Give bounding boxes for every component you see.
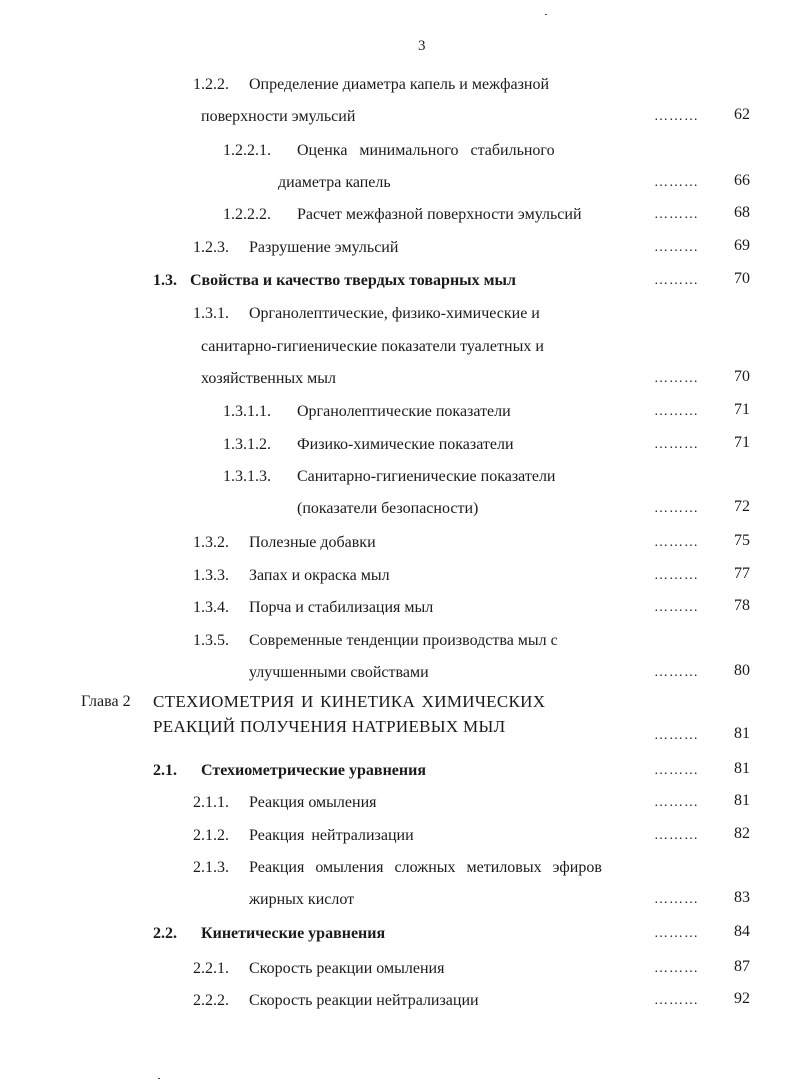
toc-number: 2.2.2. — [193, 992, 229, 1009]
page-number: 3 — [418, 38, 426, 54]
toc-leader: ……… — [654, 437, 699, 452]
toc-leader: ……… — [654, 273, 699, 288]
toc-chapter-number: Глава 2 — [81, 693, 131, 710]
toc-title-line: Стехиометрические уравнения — [201, 762, 426, 779]
toc-title-line: Скорость реакции нейтрализации — [249, 992, 479, 1009]
toc-page: 87 — [734, 958, 750, 975]
toc-number: 1.2.2. — [193, 76, 229, 93]
toc-title-line: Кинетические уравнения — [201, 925, 386, 942]
toc-page: 80 — [734, 662, 750, 679]
toc-page: 71 — [734, 401, 750, 418]
toc-page: 69 — [734, 237, 750, 254]
toc-page: 81 — [734, 792, 750, 809]
toc-page: 75 — [734, 532, 750, 549]
toc-title-line: Органолептические показатели — [297, 403, 511, 420]
toc-page: 70 — [734, 270, 750, 287]
toc-title-line: Расчет межфазной поверхности эмульсий — [297, 206, 582, 223]
toc-leader: ……… — [654, 892, 699, 907]
toc-leader: ……… — [654, 404, 699, 419]
toc-title-line: Порча и стабилизация мыл — [249, 599, 434, 616]
toc-number: 1.3. — [153, 272, 177, 289]
toc-number: 1.2.3. — [193, 239, 229, 256]
toc-number: 1.3.4. — [193, 599, 229, 616]
toc-number: 2.1.3. — [193, 859, 229, 876]
toc-number: 1.3.1.1. — [223, 403, 271, 420]
toc-title-line: Полезные добавки — [249, 534, 376, 551]
toc-page: 68 — [734, 204, 750, 221]
scan-speck — [158, 1078, 160, 1079]
toc-page: 70 — [734, 368, 750, 385]
toc-title-line: Органолептические, физико-химические и — [249, 305, 540, 322]
toc-number: 1.3.1.3. — [223, 468, 271, 485]
toc-title-line: Свойства и качество твердых товарных мыл — [190, 272, 517, 289]
toc-title-line: Запах и окраска мыл — [249, 567, 390, 584]
toc-page: 72 — [734, 498, 750, 515]
toc-leader: ……… — [654, 535, 699, 550]
toc-title-line: Реакция нейтрализации — [249, 827, 414, 844]
toc-leader: ……… — [654, 795, 699, 810]
toc-leader: ……… — [654, 371, 699, 386]
toc-number: 1.2.2.2. — [223, 206, 271, 223]
toc-page: 71 — [734, 434, 750, 451]
toc-leader: ……… — [654, 993, 699, 1008]
toc-title-line: Скорость реакции омыления — [249, 960, 445, 977]
toc-number: 2.1.1. — [193, 794, 229, 811]
toc-title-line: Санитарно-гигиенические показатели — [297, 468, 556, 485]
toc-leader: ……… — [654, 109, 699, 124]
toc-title-line: жирных кислот — [249, 891, 355, 908]
toc-title-line: Оценка минимального стабильного — [297, 142, 555, 159]
toc-title-line: Определение диаметра капель и межфазной — [249, 76, 550, 93]
toc-number: 1.3.2. — [193, 534, 229, 551]
toc-title-line: Реакция омыления — [249, 794, 377, 811]
toc-leader: ……… — [654, 828, 699, 843]
toc-number: 2.2. — [153, 925, 177, 942]
toc-title-line: санитарно-гигиенические показатели туалетных и — [201, 338, 544, 355]
toc-leader: ……… — [654, 240, 699, 255]
scan-speck — [545, 14, 547, 15]
toc-number: 1.3.1.2. — [223, 436, 271, 453]
toc-number: 1.3.1. — [193, 305, 229, 322]
toc-title-line: Реакция омыления сложных метиловых эфиров — [249, 859, 602, 876]
toc-title-line: хозяйственных мыл — [201, 370, 337, 387]
toc-leader: ……… — [654, 600, 699, 615]
toc-title-line: улучшенными свойствами — [249, 664, 429, 681]
toc-page: 92 — [734, 990, 750, 1007]
toc-title-line: Разрушение эмульсий — [249, 239, 399, 256]
toc-title-line: Физико-химические показатели — [297, 436, 514, 453]
toc-page: 84 — [734, 923, 750, 940]
toc-leader: ……… — [654, 728, 699, 743]
toc-chapter-title-line: РЕАКЦИЙ ПОЛУЧЕНИЯ НАТРИЕВЫХ МЫЛ — [153, 717, 506, 736]
toc-number: 1.3.5. — [193, 632, 229, 649]
toc-page: 62 — [734, 106, 750, 123]
toc-page: 83 — [734, 889, 750, 906]
toc-leader: ……… — [654, 926, 699, 941]
toc-number: 1.3.3. — [193, 567, 229, 584]
toc-leader: ……… — [654, 665, 699, 680]
toc-leader: ……… — [654, 763, 699, 778]
toc-title-line: поверхности эмульсий — [201, 108, 356, 125]
toc-page: 77 — [734, 565, 750, 582]
toc-number: 2.2.1. — [193, 960, 229, 977]
toc-page: 66 — [734, 172, 750, 189]
toc-leader: ……… — [654, 961, 699, 976]
toc-title-line: (показатели безопасности) — [297, 500, 479, 517]
toc-page: 82 — [734, 825, 750, 842]
toc-title-line: диаметра капель — [278, 174, 391, 191]
toc-chapter-title-line: СТЕХИОМЕТРИЯ И КИНЕТИКА ХИМИЧЕСКИХ — [153, 692, 546, 711]
toc-page: 78 — [734, 597, 750, 614]
toc-leader: ……… — [654, 175, 699, 190]
toc-title-line: Современные тенденции производства мыл с — [249, 632, 558, 649]
toc-page: 81 — [734, 760, 750, 777]
toc-number: 1.2.2.1. — [223, 142, 271, 159]
toc-number: 2.1. — [153, 762, 177, 779]
toc-leader: ……… — [654, 207, 699, 222]
toc-leader: ……… — [654, 501, 699, 516]
toc-number: 2.1.2. — [193, 827, 229, 844]
toc-page: 81 — [734, 725, 750, 742]
toc-leader: ……… — [654, 568, 699, 583]
